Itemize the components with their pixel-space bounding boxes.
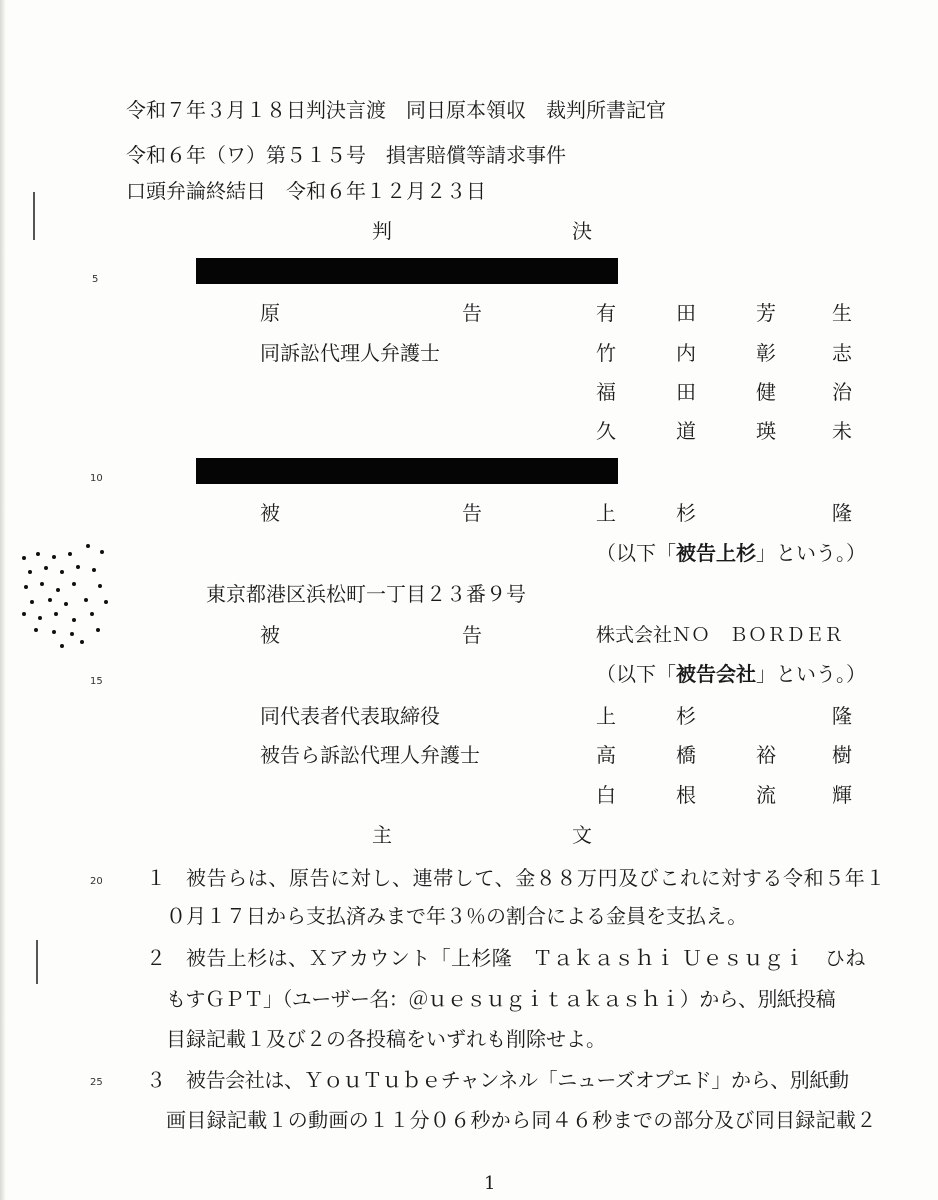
plaintiff-name-char: 田 <box>676 301 696 325</box>
representative-name-char: 杉 <box>676 704 696 728</box>
line-number: 10 <box>90 473 103 484</box>
plaintiff-counsel-char: 治 <box>832 380 852 404</box>
item-2-line-1: 被告上杉は、Ｘアカウント「上杉隆 Ｔａｋａｓｈｉ Ｕｅｓｕｇｉ ひね <box>186 946 866 970</box>
item-number: ２ <box>146 946 166 970</box>
defendants-counsel-char: 白 <box>596 783 616 807</box>
item-2-line-2: もすＧＰＴ」（ユーザー名：＠ｕｅｓｕｇｉｔａｋａｓｈｉ）から、別紙投稿 <box>166 987 835 1011</box>
plaintiff-name-char: 生 <box>832 301 852 325</box>
defendants-counsel-char: 根 <box>676 783 696 807</box>
plaintiff-counsel-char: 竹 <box>596 341 616 365</box>
plaintiff-counsel-char: 瑛 <box>756 419 776 443</box>
title-char-1: 判 <box>372 219 392 243</box>
plaintiff-role-char: 告 <box>462 301 482 325</box>
margin-bracket-mark <box>36 940 38 984</box>
defendant2-role-char: 被 <box>260 623 280 647</box>
plaintiff-counsel-char: 福 <box>596 380 616 404</box>
plaintiff-counsel-char: 未 <box>832 419 852 443</box>
scan-edge <box>0 0 6 1200</box>
defendant1-alias <box>596 541 866 565</box>
representative-name-char: 隆 <box>832 704 852 728</box>
defendant1-role-char: 告 <box>462 501 482 525</box>
header-line-1: 令和７年３月１８日判決言渡 同日原本領収 裁判所書記官 <box>126 98 666 122</box>
plaintiff-counsel-char: 健 <box>756 380 776 404</box>
defendants-counsel-char: 裕 <box>756 743 776 767</box>
margin-bracket-mark <box>33 192 35 240</box>
plaintiff-counsel-char: 道 <box>676 419 696 443</box>
redacted-address-block <box>196 258 618 284</box>
item-number: １ <box>146 866 166 890</box>
header-line-3: 口頭弁論終結日 令和６年１２月２３日 <box>126 179 486 203</box>
plaintiff-name-char: 芳 <box>756 301 776 325</box>
plaintiff-counsel-char: 志 <box>832 341 852 365</box>
alias-bold: 被告上杉 <box>676 541 756 565</box>
line-number: 20 <box>90 876 103 887</box>
main-text-heading-char: 文 <box>572 823 592 847</box>
plaintiff-counsel-char: 内 <box>676 341 696 365</box>
defendant2-alias <box>596 662 866 686</box>
item-2-line-3: 目録記載１及び２の各投稿をいずれも削除せよ。 <box>166 1027 606 1051</box>
defendant2-address: 東京都港区浜松町一丁目２３番９号 <box>206 582 526 606</box>
representative-name-char: 上 <box>596 704 616 728</box>
page-number: 1 <box>484 1173 496 1194</box>
defendant1-role-char: 被 <box>260 501 280 525</box>
alias-suffix: 」という。） <box>756 662 866 686</box>
defendants-counsel-char: 高 <box>596 743 616 767</box>
alias-suffix: 」という。） <box>756 541 866 565</box>
defendant2-name: 株式会社ＮＯ ＢＯＲＤＥＲ <box>596 624 844 646</box>
defendants-counsel-role: 被告ら訴訟代理人弁護士 <box>260 743 480 767</box>
alias-bold: 被告会社 <box>676 662 756 686</box>
item-3-line-1: 被告会社は、ＹｏｕＴｕｂｅチャンネル「ニューズオプエド」から、別紙動 <box>186 1068 849 1092</box>
redacted-address-block <box>196 458 618 484</box>
plaintiff-name-char: 有 <box>596 301 616 325</box>
defendants-counsel-char: 流 <box>756 783 776 807</box>
plaintiff-counsel-char: 彰 <box>756 341 776 365</box>
defendant1-name-char: 隆 <box>832 501 852 525</box>
plaintiff-counsel-role: 同訴訟代理人弁護士 <box>260 341 440 365</box>
alias-prefix: （以下「 <box>596 662 676 686</box>
plaintiff-counsel-char: 久 <box>596 419 616 443</box>
item-3-line-2: 画目録記載１の動画の１１分０６秒から同４６秒までの部分及び同目録記載２ <box>166 1108 877 1132</box>
title-char-2: 決 <box>572 219 592 243</box>
line-number: 5 <box>92 274 99 285</box>
alias-prefix: （以下「 <box>596 541 676 565</box>
defendant1-name-char: 杉 <box>676 501 696 525</box>
plaintiff-role-char: 原 <box>260 301 280 325</box>
defendant1-name-char: 上 <box>596 501 616 525</box>
line-number: 15 <box>90 676 103 687</box>
item-1-line-1: 被告らは、原告に対し、連帯して、金８８万円及びこれに対する令和５年１ <box>186 866 886 890</box>
item-1-line-2: ０月１７日から支払済みまで年３％の割合による金員を支払え。 <box>166 904 748 928</box>
header-line-2: 令和６年（ワ）第５１５号 損害賠償等請求事件 <box>126 143 566 167</box>
main-text-heading-char: 主 <box>372 823 392 847</box>
item-number: ３ <box>146 1068 166 1092</box>
defendants-counsel-char: 橋 <box>676 743 696 767</box>
plaintiff-counsel-char: 田 <box>676 380 696 404</box>
defendants-counsel-char: 樹 <box>832 743 852 767</box>
defendants-counsel-char: 輝 <box>832 783 852 807</box>
defendant2-role-char: 告 <box>462 623 482 647</box>
line-number: 25 <box>90 1077 103 1088</box>
representative-role: 同代表者代表取締役 <box>260 704 440 728</box>
